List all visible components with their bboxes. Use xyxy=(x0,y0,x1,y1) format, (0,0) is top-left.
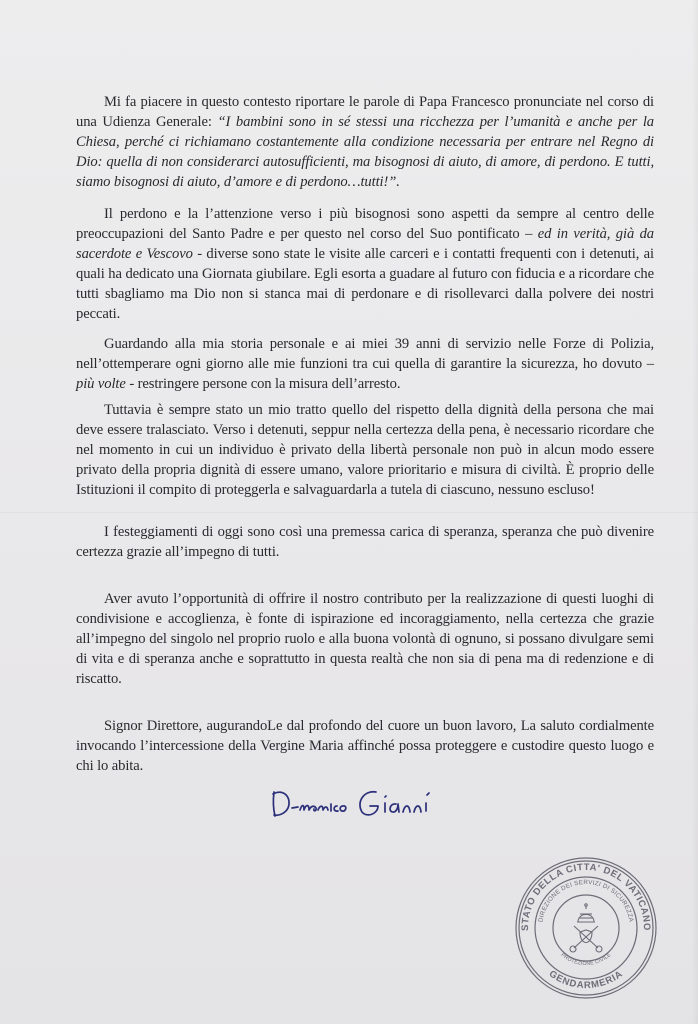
paragraph-contribution: Aver avuto l’opportunità di offrire il nostro contributo per la realizzazione di questi luoghi di condivisione e accoglienza, è fonte di ispirazione ed incoraggiamento, nella certezza che grazie all’impegno del singolo nel proprio ruolo e alla buona volontà di ognuno, si possano divulgare semi di vita e di speranza anche e soprattutto in questa realtà che non sia di pena ma di redenzione e di riscatto. xyxy=(76,591,654,687)
paper-fold xyxy=(0,512,698,513)
seal-inner-text: DIREZIONE DEI SERVIZI DI SICUREZZA xyxy=(537,878,635,923)
paper-edge-shadow xyxy=(692,0,698,1024)
papal-arms-icon xyxy=(570,904,602,952)
paragraph-celebrations: I festeggiamenti di oggi sono così una premessa carica di speranza, speranza che può divenire certezza grazie all’impegno di tutti. xyxy=(76,524,654,560)
seal-outer-text: STATO DELLA CITTA' DEL VATICANO xyxy=(519,861,653,932)
paragraph-text: - restringere persone con la misura dell’arresto. xyxy=(125,376,401,392)
paragraph-pope-quote xyxy=(76,92,654,192)
paragraph-italic-text: più volte xyxy=(76,376,126,392)
seal-bottom-text: GENDARMERIA xyxy=(546,968,626,992)
svg-text:GENDARMERIA xyxy=(547,968,625,991)
paragraph-text: Guardando alla mia storia personale e ai miei 39 anni di servizio nelle Forze di Polizia, nell’ottemperare ogni giorno alle mie funzioni tra cui quella di garantire la sicurezza, ho dovuto – xyxy=(76,336,654,372)
paragraph-italic-text: ed in verità, già da sacerdote e Vescovo xyxy=(76,226,654,262)
paragraph-text: Il perdono e la l’attenzione verso i più bisognosi sono aspetti da sempre al centro delle preoccupazioni del Santo Padre e per questo nel corso del Suo pontificato – xyxy=(76,206,654,242)
handwritten-signature xyxy=(268,782,498,826)
signature-ink-icon xyxy=(268,782,498,826)
seal-lower-inner-text: PROTEZIONE CIVILE xyxy=(559,952,613,968)
paragraph-text: Mi fa piacere in questo contesto riportare le parole di Papa Francesco pronunciate nel corso di una Udienza Generale: xyxy=(76,94,654,130)
paragraph-forgiveness xyxy=(76,204,654,324)
paragraph-dignity: Tuttavia è sempre stato un mio tratto quello del rispetto della dignità della persona che mai deve essere tralasciato. Verso i detenuti, seppur nella certezza della pena, è necessario ricordare che nel momento in cui un individuo è privato della libertà personale non può in alcun modo essere privato della propria dignità di essere umano, valore prioritario e misura di civiltà. È proprio delle Istituzioni il compito di proteggerla e salvaguardarla a tutela di ciascuno, nessuno escluso! xyxy=(76,402,654,498)
svg-text:DIREZIONE DEI SERVIZI DI SICUR xyxy=(537,879,634,923)
vatican-seal-icon xyxy=(514,856,658,1000)
paragraph-personal-history xyxy=(76,334,654,394)
paragraph-text: - diverse sono state le visite alle carceri e i contatti frequenti con i detenuti, ai quali ha dedicato una Giornata giubilare. Egli esorta a guadare al futuro con fiducia e a ricordare che tutti sbagliamo ma Dio non si stanca mai di perdonare e di risollevarci dalla polvere dei nostri peccati. xyxy=(76,246,654,322)
gendarmeria-stamp xyxy=(514,856,658,1000)
svg-text:PROTEZIONE CIVILE xyxy=(560,952,613,967)
paragraph-closing: Signor Direttore, augurandoLe dal profondo del cuore un buon lavoro, La saluto cordialmente invocando l’intercessione della Vergine Maria affinché possa proteggere e custodire questo luogo e chi lo abita. xyxy=(76,718,654,774)
pope-quote-text: “I bambini sono in sé stessi una ricchezza per l’umanità e anche per la Chiesa, perché ci richiamano costantemente alla condizione necessaria per entrare nel Regno di Dio: quella di non considerarci autosufficienti, ma bisognosi di aiuto, di amore, di perdono. E tutti, siamo bisognosi di aiuto, d’amore e di perdono…tutti!”. xyxy=(76,114,655,190)
